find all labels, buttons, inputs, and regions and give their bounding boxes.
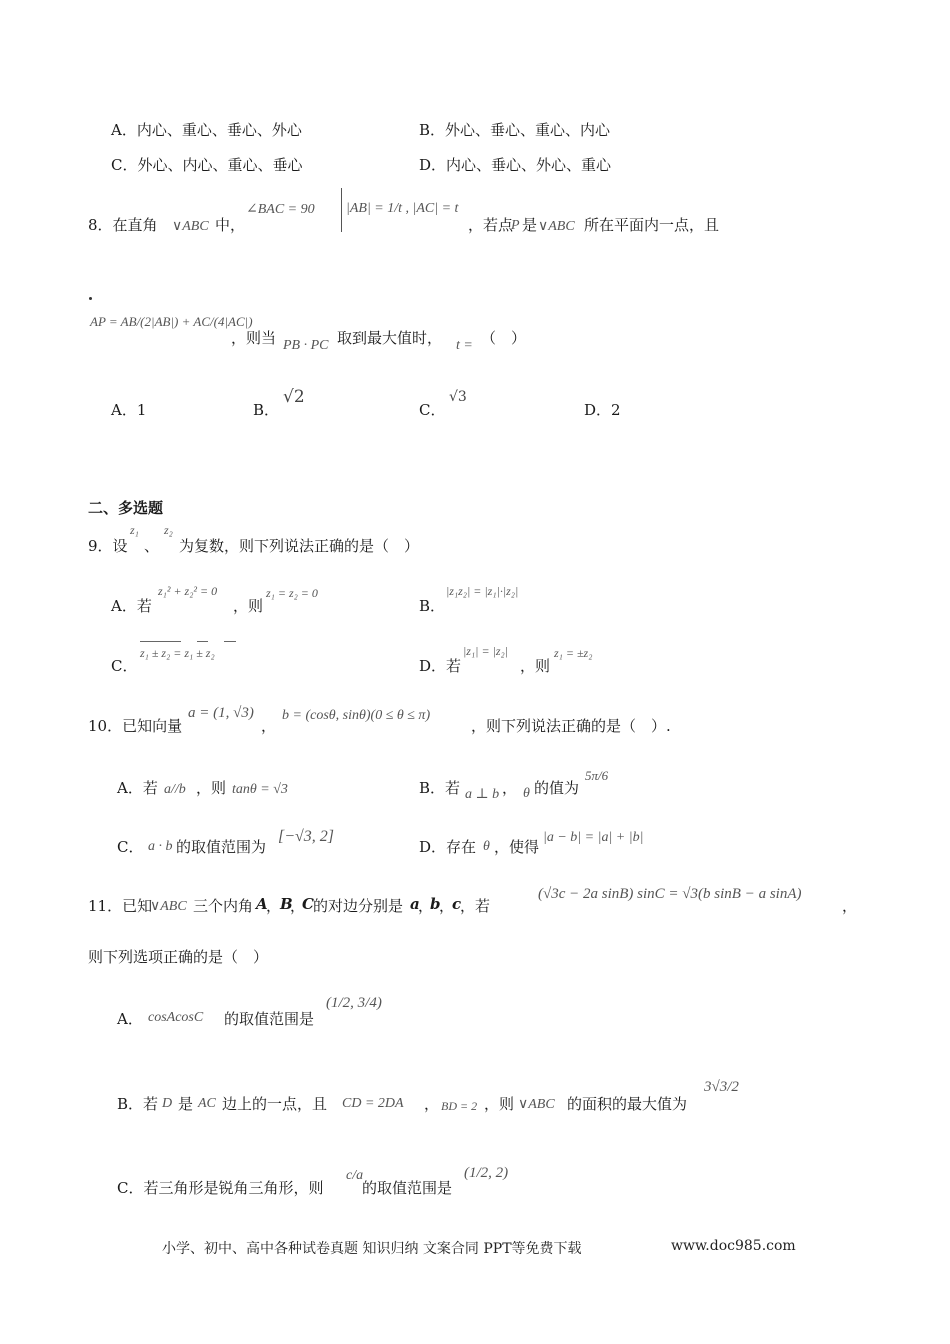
q9-a-pre: A．若 <box>111 597 152 615</box>
q8-then: ，则当 <box>231 329 277 347</box>
q10-b-mid: ， <box>502 779 518 797</box>
q8-option-a: A．1 <box>111 401 147 419</box>
q10-a-mid: ，则 <box>196 779 227 797</box>
q10-a-result: tanθ = √3 <box>232 782 288 797</box>
q9-d-pre: D．若 <box>419 657 462 675</box>
q7-option-b: B．外心、垂心、重心、内心 <box>419 121 611 139</box>
q10-c-pre: C． <box>117 838 144 856</box>
q10-c-post: 的取值范围为 <box>176 838 267 856</box>
q11-option-b-mid2: 边上的一点，且 <box>222 1095 328 1113</box>
q10-b-value: 5π/6 <box>585 768 609 783</box>
q11-if: ，若 <box>460 897 491 915</box>
q11-option-c-range: (1/2, 2) <box>464 1165 509 1181</box>
q10-stem-pre: 10．已知向量 <box>88 717 183 735</box>
q8-text-2: ，若点 <box>468 216 514 234</box>
q10-vector-b: b = (cosθ, sinθ)(0 ≤ θ ≤ π) <box>282 708 431 723</box>
q11-stem-pre: 11．已知 <box>88 897 153 915</box>
q10-b-pre: B．若 <box>419 779 461 797</box>
q8-text-4: 所在平面内一点，且 <box>584 216 720 234</box>
q11-angle-b: B <box>280 895 293 913</box>
q9-c-pre: C． <box>111 657 138 675</box>
q11-option-b-d: D <box>162 1096 173 1111</box>
q10-vector-a: a = (1, √3) <box>188 705 254 721</box>
q9-d-expr: |z₁| = |z₂| <box>463 644 508 658</box>
q11-option-c-pre: C．若三角形是锐角三角形，则 <box>117 1179 324 1197</box>
q9-c-expr: z₁ ± z₂ = z₁ ± z₂ <box>140 646 215 660</box>
q11-option-b-ac: AC <box>198 1096 216 1111</box>
small-dot <box>89 297 92 300</box>
q11-sides-pre: 的对边分别是 <box>313 897 404 915</box>
q11-line2: 则下列选项正确的是（ ） <box>88 948 269 966</box>
q9-b-expr: |z₁z₂| = |z₁|·|z₂| <box>446 584 519 598</box>
q11-comma-1: ， <box>266 897 282 915</box>
q11-option-b-mid3: ，则 <box>484 1095 515 1113</box>
q7-option-c: C．外心、内心、重心、垂心 <box>111 156 303 174</box>
q8-option-b-value: √2 <box>283 387 305 407</box>
q9-a-expr: z₁² + z₂² = 0 <box>158 584 218 598</box>
q11-end: ， <box>842 897 858 915</box>
q9-d-result: z₁ = ±z₂ <box>554 646 593 660</box>
q11-option-c-expr: c/a <box>346 1168 364 1183</box>
q9-separator: 、 <box>144 537 160 555</box>
q7-option-a: A．内心、重心、垂心、外心 <box>111 121 302 139</box>
q8-pb-pc: PB · PC <box>283 338 329 353</box>
q11-angle-a: A <box>256 895 268 913</box>
q8-option-b: B． <box>253 401 280 419</box>
q11-side-a: a <box>410 895 420 913</box>
q8-max-text: 取到最大值时， <box>337 329 443 347</box>
q8-text-1: 中， <box>215 216 246 234</box>
q11-side-c: c <box>452 895 462 913</box>
q11-equation: (√3c − 2a sinB) sinC = √3(b sinB − a sinA) <box>538 886 802 902</box>
q11-option-a-post: 的取值范围是 <box>224 1010 315 1028</box>
q8-point-p: P <box>511 218 520 233</box>
q11-option-a-range: (1/2, 3/4) <box>326 995 382 1011</box>
q8-ap-equation: AP = AB/(2|AB|) + AC/(4|AC|) <box>90 314 253 329</box>
q11-option-a-pre: A． <box>117 1010 143 1028</box>
q11-comma-3: ， <box>418 897 434 915</box>
q11-option-b-bd: BD = 2 <box>441 1099 478 1113</box>
q11-triangle: ∨ABC <box>150 899 187 914</box>
q9-c-overline-z1 <box>197 641 208 642</box>
q11-option-b-comma: ， <box>424 1095 440 1113</box>
q10-a-expr: a//b <box>164 782 186 797</box>
q11-option-b-mid1: 是 <box>178 1095 194 1113</box>
q10-stem-post: ，则下列说法正确的是（ ）. <box>471 717 671 735</box>
q8-length-condition: |AB| = 1/t , |AC| = t <box>346 201 459 216</box>
q10-c-expr: a · b <box>148 839 173 854</box>
q8-option-c: C． <box>419 401 446 419</box>
q10-b-theta: θ <box>523 786 530 801</box>
q10-b-post: 的值为 <box>534 779 580 797</box>
q8-triangle: ∨ABC <box>172 219 209 234</box>
q8-option-c-value: √3 <box>449 389 467 405</box>
q10-a-pre: A．若 <box>117 779 158 797</box>
q9-z2: z₂ <box>164 523 173 537</box>
q8-text-3: 是 <box>522 216 538 234</box>
q9-a-result: z₁ = z₂ = 0 <box>266 586 318 600</box>
q9-a-mid: ，则 <box>233 597 264 615</box>
q11-option-b-value: 3√3/2 <box>704 1079 739 1095</box>
q9-d-mid: ，则 <box>520 657 551 675</box>
q8-answer-paren: （ ） <box>481 329 527 347</box>
q11-option-b-pre: B．若 <box>117 1095 159 1113</box>
q11-option-c-post: 的取值范围是 <box>362 1179 453 1197</box>
section-title-multi-choice: 二、多选题 <box>88 499 164 517</box>
q11-option-b-post: 的面积的最大值为 <box>567 1095 688 1113</box>
footer-url[interactable]: www.doc985.com <box>671 1238 796 1254</box>
q10-b-expr: a ⊥ b <box>465 787 500 802</box>
q11-option-a-expr: cosAcosC <box>148 1010 204 1025</box>
q11-side-b: b <box>430 895 441 913</box>
q9-c-overline-long <box>140 641 181 642</box>
q9-stem-post: 为复数，则下列说法正确的是（ ） <box>179 537 420 555</box>
q9-stem-pre: 9．设 <box>88 537 128 555</box>
q11-option-b-triangle: ∨ABC <box>518 1097 555 1112</box>
q8-triangle-2: ∨ABC <box>538 219 575 234</box>
q10-d-pre: D．存在 <box>419 838 477 856</box>
q10-comma: ， <box>261 717 277 735</box>
q9-c-overline-z2 <box>224 641 236 642</box>
q10-c-range: [−√3, 2] <box>278 828 335 845</box>
q10-d-theta: θ <box>483 839 490 854</box>
q11-comma-4: ， <box>439 897 455 915</box>
q11-angle-c: C <box>302 895 314 913</box>
q10-d-post: ，使得 <box>494 838 540 856</box>
q8-angle-condition: ∠BAC = 90 <box>246 202 315 217</box>
q9-b-pre: B． <box>419 597 446 615</box>
q10-d-expr: |a − b| = |a| + |b| <box>543 830 644 845</box>
q11-stem-mid: 三个内角 <box>193 897 254 915</box>
q8-number: 8．在直角 <box>88 216 158 234</box>
footer-text: 小学、初中、高中各种试卷真题 知识归纳 文案合同 PPT等免费下载 <box>162 1241 582 1257</box>
q8-abs-bar <box>341 188 342 232</box>
q11-option-b-cd: CD = 2DA <box>342 1096 404 1111</box>
q8-option-d: D．2 <box>584 401 621 419</box>
q9-z1: z₁ <box>130 523 139 537</box>
q8-t-equals: t = <box>456 338 473 353</box>
q7-option-d: D．内心、垂心、外心、重心 <box>419 156 612 174</box>
q11-comma-2: ， <box>290 897 306 915</box>
